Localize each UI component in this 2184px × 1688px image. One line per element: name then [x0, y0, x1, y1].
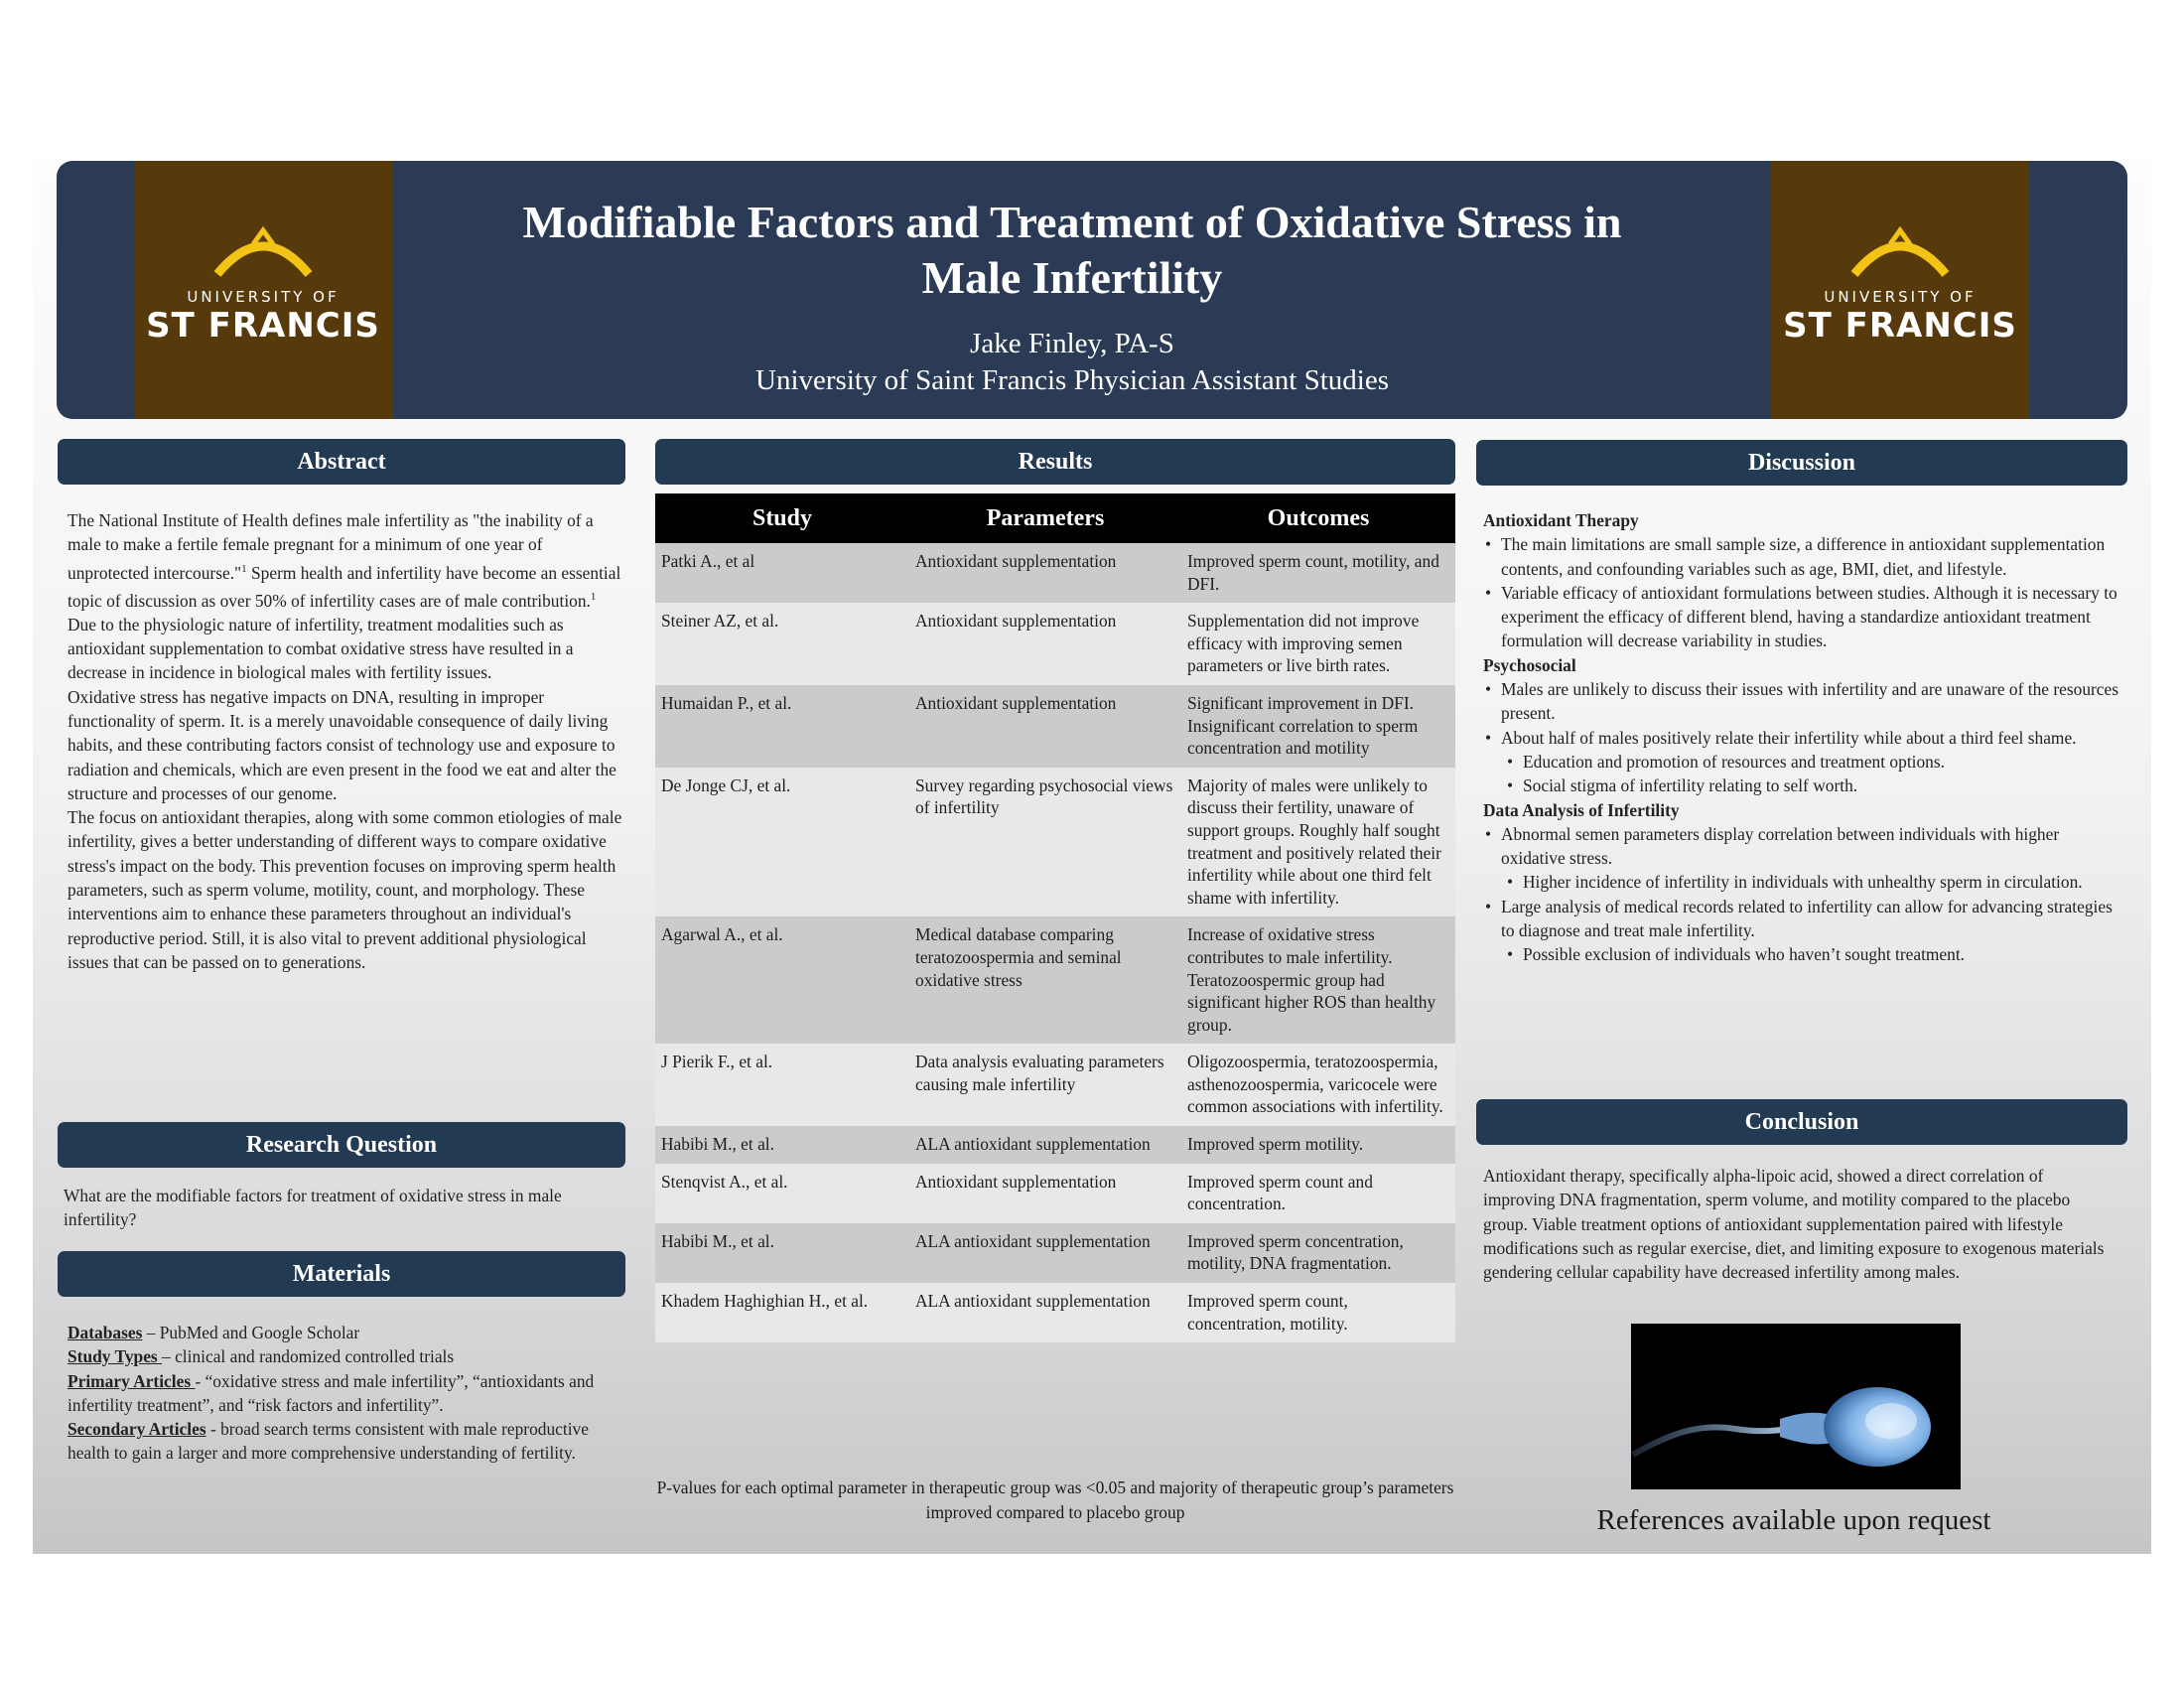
table-row [655, 1283, 1455, 1342]
list-item: • Large analysis of medical records related to infertility can allow for advancing strategies to diagnose and treat male infertility. [1483, 895, 2118, 943]
psychosocial-heading: Psychosocial [1483, 654, 1576, 675]
cell-parameters: Antioxidant supplementation [909, 1164, 1181, 1223]
cell-parameters: ALA antioxidant supplementation [909, 1126, 1181, 1164]
cell-study: Habibi M., et al. [655, 1126, 909, 1164]
cell-outcomes: Improved sperm count and concentration. [1181, 1164, 1455, 1223]
materials-study-types [68, 1344, 623, 1368]
antioxidant-list [1483, 532, 2118, 652]
psychosocial-list [1483, 677, 2118, 797]
cell-study: De Jonge CJ, et al. [655, 768, 909, 917]
table-row [655, 768, 1455, 917]
column-header-study: Study [655, 493, 909, 543]
research-question-heading: Research Question [58, 1122, 625, 1168]
poster-title [417, 195, 1727, 306]
results-heading: Results [655, 439, 1455, 485]
references-note: References available upon request [1596, 1504, 1991, 1536]
citation-marker: 1 [241, 562, 247, 575]
sperm-image [1631, 1324, 1961, 1489]
sub-list-item: • Social stigma of infertility relating to self worth. [1483, 774, 2118, 797]
cell-study: Steiner AZ, et al. [655, 603, 909, 685]
research-question-text: What are the modifiable factors for treatment of oxidative stress in male infertility? [64, 1186, 562, 1230]
materials-primary [68, 1369, 623, 1418]
sub-list-item: • Possible exclusion of individuals who haven’t sought treatment. [1483, 942, 2118, 966]
column-header-outcomes: Outcomes [1181, 493, 1455, 543]
cell-study: J Pierik F., et al. [655, 1044, 909, 1126]
data-analysis-heading: Data Analysis of Infertility [1483, 799, 1680, 820]
table-row [655, 603, 1455, 685]
results-table [655, 493, 1455, 1342]
cell-study: Humaidan P., et al. [655, 685, 909, 768]
abstract-paragraph-3: The focus on antioxidant therapies, along with some common etiologies of male infertility, gives a better understanding of different ways to compare oxidative stress's impact on the body. This prevention focuses on improving sperm health parameters, such as sperm volume, motility, count, and morphology. These interventions aim to enhance these parameters throughout an individual's reproductive period. Still, it is also vital to prevent additional physiological issues that can be passed on to generations. [68, 807, 622, 972]
author-name: Jake Finley, PA-S [970, 328, 1174, 359]
abstract-body [68, 508, 623, 974]
list-item: • Abnormal semen parameters display correlation between individuals with higher oxidative stress. [1483, 822, 2118, 871]
cell-parameters: Survey regarding psychosocial views of infertility [909, 768, 1181, 917]
materials-label: Secondary Articles [68, 1419, 206, 1440]
column-header-parameters: Parameters [909, 493, 1181, 543]
materials-databases [68, 1321, 623, 1344]
logo-text-stfrancis: ST FRANCIS [146, 306, 380, 346]
table-row [655, 543, 1455, 603]
materials-label: Databases [68, 1323, 143, 1342]
logo-text-university: UNIVERSITY OF [187, 288, 340, 306]
abstract-heading: Abstract [58, 439, 625, 485]
materials-label: Study Types [68, 1346, 163, 1367]
discussion-body [1483, 508, 2118, 967]
sperm-illustration [1631, 1324, 1961, 1489]
cell-outcomes: Improved sperm count, concentration, motility. [1181, 1283, 1455, 1342]
table-row [655, 685, 1455, 768]
cell-outcomes: Majority of males were unlikely to discuss their fertility, unaware of support groups. Roughly half sought treatment and positively related their infertility while about one third felt shame with infertility. [1181, 768, 1455, 917]
materials-heading: Materials [58, 1251, 625, 1297]
title-line-2: Male Infertility [921, 252, 1223, 303]
sub-list-item: • Higher incidence of infertility in individuals with unhealthy sperm in circulation. [1483, 870, 2118, 894]
table-row [655, 1164, 1455, 1223]
cell-parameters: Antioxidant supplementation [909, 685, 1181, 768]
title-line-1: Modifiable Factors and Treatment of Oxidative Stress in [522, 197, 1622, 247]
materials-text: – clinical and randomized controlled trials [162, 1346, 455, 1367]
materials-secondary [68, 1417, 623, 1466]
table-row [655, 1044, 1455, 1126]
university-logo-right [1771, 161, 2029, 419]
conclusion-text: Antioxidant therapy, specifically alpha-lipoic acid, showed a direct correlation of improving DNA fragmentation, sperm volume, and motility compared to the placebo group. Viable treatment options of antioxidant supplementation paired with lifestyle modifications such as regular exercise, diet, and limiting exposure to exogenous materials gendering cellular capability have decreased infertility among males. [1483, 1166, 2105, 1283]
author-block [417, 326, 1727, 399]
cell-parameters: Antioxidant supplementation [909, 603, 1181, 685]
cell-outcomes: Significant improvement in DFI. Insignificant correlation to sperm concentration and motility [1181, 685, 1455, 768]
cell-parameters: Data analysis evaluating parameters causing male infertility [909, 1044, 1181, 1126]
table-row [655, 916, 1455, 1044]
cell-study: Habibi M., et al. [655, 1223, 909, 1283]
cell-parameters: ALA antioxidant supplementation [909, 1283, 1181, 1342]
cell-parameters: Antioxidant supplementation [909, 543, 1181, 603]
cell-study: Khadem Haghighian H., et al. [655, 1283, 909, 1342]
cell-outcomes: Supplementation did not improve efficacy with improving semen parameters or live birth rates. [1181, 603, 1455, 685]
logo-text-university: UNIVERSITY OF [1824, 288, 1977, 306]
logo-text-stfrancis: ST FRANCIS [1783, 306, 2017, 346]
table-header-row [655, 493, 1455, 543]
abstract-paragraph-2: Oxidative stress has negative impacts on DNA, resulting in improper functionality of sperm. It. is a merely unavoidable consequence of daily living habits, and these contributing factors consist of technology use and exposure to radiation and chemicals, which are even present in the food we eat and alter the structure and processes of our genome. [68, 686, 616, 803]
author-affiliation: University of Saint Francis Physician Assistant Studies [755, 364, 1389, 396]
cell-parameters: ALA antioxidant supplementation [909, 1223, 1181, 1283]
list-item: • About half of males positively relate their infertility while about a third feel shame. [1483, 726, 2118, 750]
data-analysis-list [1483, 822, 2118, 967]
cell-outcomes: Improved sperm motility. [1181, 1126, 1455, 1164]
cell-outcomes: Oligozoospermia, teratozoospermia, asthenozoospermia, varicocele were common associations with infertility. [1181, 1044, 1455, 1126]
table-row [655, 1223, 1455, 1283]
materials-text: – PubMed and Google Scholar [142, 1323, 360, 1342]
list-item: • Variable efficacy of antioxidant formulations between studies. Although it is necessary to experiment the efficacy of different blend, having a standardize antioxidant treatment formulation will decrease variability in studies. [1483, 581, 2118, 653]
cell-outcomes: Increase of oxidative stress contributes to male infertility. Teratozoospermic group had significant higher ROS than healthy group. [1181, 916, 1455, 1044]
cell-outcomes: Improved sperm count, motility, and DFI. [1181, 543, 1455, 603]
discussion-heading: Discussion [1476, 440, 2127, 486]
university-logo-left [134, 161, 392, 419]
conclusion-heading: Conclusion [1476, 1099, 2127, 1145]
citation-marker: 1 [590, 590, 597, 603]
list-item: • Males are unlikely to discuss their issues with infertility and are unaware of the resources present. [1483, 677, 2118, 726]
abstract-paragraph-1 [68, 508, 623, 685]
materials-text: - broad search terms consistent with male reproductive health to gain a larger and more comprehensive understanding of fertility. [68, 1419, 589, 1464]
list-item: • The main limitations are small sample size, a difference in antioxidant supplementation contents, and confounding variables such as age, BMI, diet, and lifestyle. [1483, 532, 2118, 581]
cell-study: Agarwal A., et al. [655, 916, 909, 1044]
antioxidant-therapy-heading: Antioxidant Therapy [1483, 510, 1639, 530]
materials-text: - “oxidative stress and male infertility”, “antioxidants and infertility treatment”, and “risk factors and infertility”. [68, 1370, 595, 1415]
cell-outcomes: Improved sperm concentration, motility, DNA fragmentation. [1181, 1223, 1455, 1283]
table-row [655, 1126, 1455, 1164]
cell-parameters: Medical database comparing teratozoospermia and seminal oxidative stress [909, 916, 1181, 1044]
cell-study: Patki A., et al [655, 543, 909, 603]
cell-study: Stenqvist A., et al. [655, 1164, 909, 1223]
results-footnote: P-values for each optimal parameter in therapeutic group was <0.05 and majority of therapeutic group’s parameters improved compared to placebo group [656, 1477, 1454, 1522]
materials-body [68, 1321, 623, 1466]
abstract-text: Sperm health and infertility have become an essential topic of discussion as over 50% of infertility cases are of male contribution. [68, 562, 621, 611]
abstract-text: Due to the physiologic nature of infertility, treatment modalities such as antioxidant supplementation to combat oxidative stress have resulted in a decrease in incidence in biological males with fertility issues. [68, 614, 574, 683]
sub-list-item: • Education and promotion of resources and treatment options. [1483, 750, 2118, 774]
materials-label: Primary Articles [68, 1370, 196, 1391]
abstract-text: The National Institute of Health defines male infertility as "the inability of a male to make a fertile female pregnant for a minimum of one year of unprotected intercourse." [68, 510, 594, 583]
